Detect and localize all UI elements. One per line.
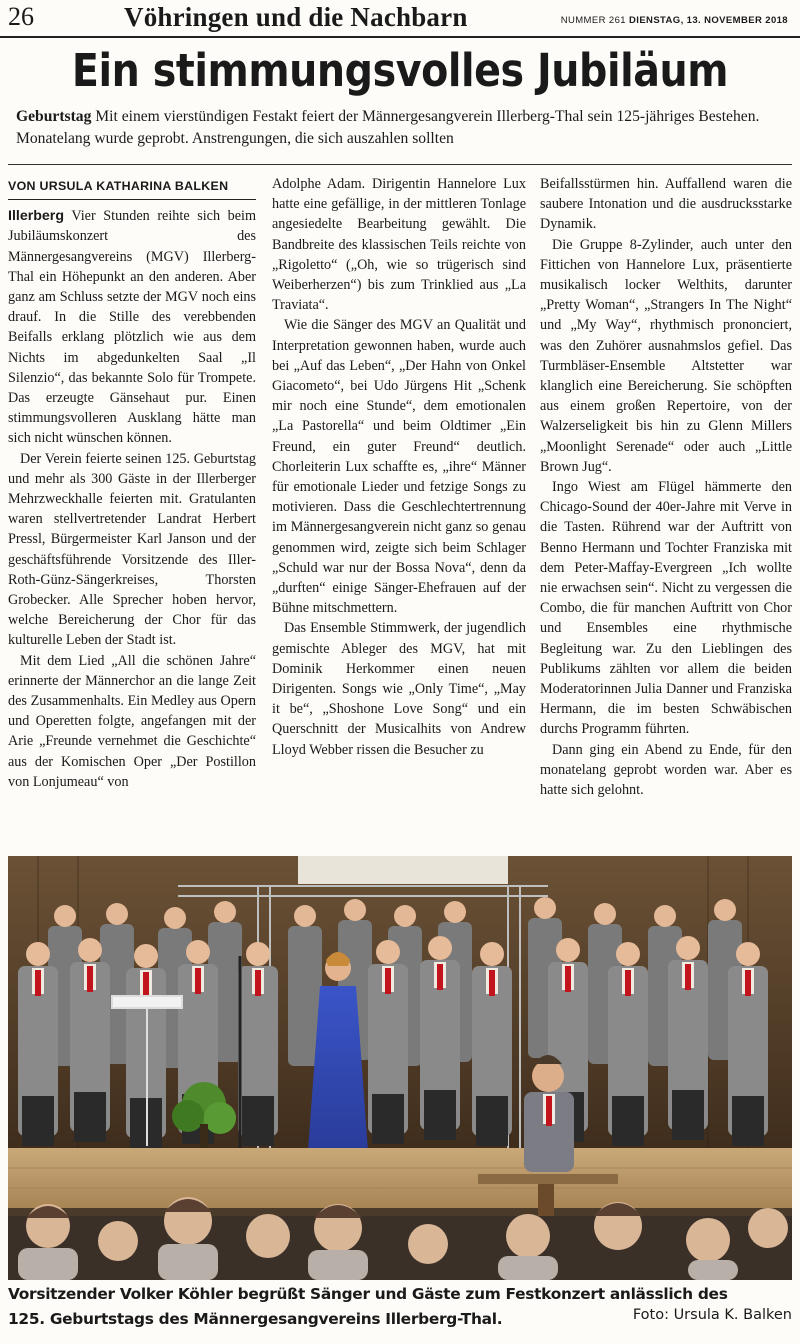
lead-kicker: Geburtstag: [16, 108, 92, 125]
article-column-3: [540, 174, 792, 800]
article-paragraph-8: Dann ging ein Abend zu Ende, für den monatelang geprobt worden war. Aber es hatte sich gelohnt.: [540, 741, 792, 799]
lead-text: Mit einem vierstündigen Festakt feiert der Männergesangverein Illerberg-Thal sein 125-jähriges Bestehen. Monatelang wurde geprobt. Anstrengungen, die sich auszahlen sollten: [16, 108, 760, 147]
article-paragraph-3-part1: Mit dem Lied „All die schönen Jahre“ erinnerte der Männerchor an die lange Zeit des Zusammenhalts. Ein Medley aus Opern und Operetten folgte, angefangen mit der Arie „Freunde vernehmet die Geschichte“ aus der Komischen Oper „Der Postillon von Lonjumeau“ von: [8, 652, 256, 790]
article-column-2: [272, 174, 526, 760]
article-paragraph-5-part2: Beifallsstürmen hin. Auffallend waren die saubere Intonation und die ausdrucksstarke Dynamik.: [540, 176, 792, 233]
issue-line: [561, 15, 788, 26]
paragraph-text: Vier Stunden reihte sich beim Jubiläumskonzert des Männergesangvereins (MGV) Illerberg-Thal ein Höhepunkt an den anderen. Aber ganz am Schluss setzte der MGV noch eins drauf. In die Stille des verebbenden Beifalls erklang plötzlich wie aus dem Nichts im abgedunkelten Saal „Il Silenzio“, das bekannte Solo für Trompete. Das erzeugte Gänsehaut pur. Einen stimmungsvolleren Ausklang hätte man sich nicht wünschen können.: [8, 208, 256, 447]
article-column-1: [8, 172, 256, 792]
headline: Ein stimmungsvolles Jubiläum: [71, 44, 729, 97]
page-number: 26: [8, 2, 34, 31]
article-paragraph-7: Ingo Wiest am Flügel hämmerte den Chicago-Sound der 40er-Jahre mit Verve in die Tasten. Rührend war der Auftritt von Benno Hermann und Tochter Franziska mit dem Peter-Maffay-Evergreen „Ich wollte nie erwachsen sein“. Nicht zu vergessen die Combo, die für manchen Auftritt von Chor und Ensembles eine rhythmische Begleitung war. Zu den Lieblingen des Publikums zählten vor allem die beiden Moderatorinnen Julia Danner und Franziska Hermann, die im besten Schwäbischen durchs Programm führten.: [540, 479, 792, 738]
caption-line-2: 125. Geburtstags des Männergesangvereins Illerberg-Thal.: [8, 1310, 503, 1328]
lead-divider: [8, 164, 792, 165]
photo-credit: Foto: Ursula K. Balken: [632, 1307, 792, 1323]
concert-photo: [8, 856, 792, 1280]
dateline: Illerberg: [8, 208, 64, 225]
article-paragraph-4: Wie die Sänger des MGV an Qualität und Interpretation gewonnen haben, wurde auch bei „Auf das Leben“, „Der Hahn von Onkel Giacometo“, bei Udo Jürgens Hit „Schenk mir noch eine Stunde“, dem emotionalen „La Pastorella“ und beim Oldtimer „Ein Freund, ein guter Freund“ deutlich. Chorleiterin Lux schaffte es, „ihre“ Männer für emotionale Lieder und fetzige Songs zu motivieren. Dass die Geschlechtertrennung im Männergesangverein nicht ganz so genau genommen wird, zeigte sich beim Schlager „Schuld war nur der Bossa Nova“, denn da „durften“ einige Sänger-Ehefrauen auf der Bühne mitschmettern.: [272, 317, 526, 617]
concert-photo-illustration: [8, 856, 792, 1280]
issue-date: DIENSTAG, 13. NOVEMBER 2018: [629, 15, 788, 26]
page-header: [0, 0, 800, 38]
article-paragraph-6: Die Gruppe 8-Zylinder, auch unter den Fittichen von Hannelore Lux, präsentierte musikalisch locker Welthits, darunter „Pretty Woman“, „Strangers In The Night“ und „My Way“, rhythmisch prononciert, was den Zuhörer ausnahmslos gefiel. Das Turmbläser-Ensemble Altstetter war klanglich eine Bereicherung. Sie schöpften aus einem großen Repertoire, von der Walzerseligkeit bis hin zu Glenn Millers „Moonlight Serenade“ oder auch „Little Brown Jug“.: [540, 236, 792, 475]
article-paragraph-5-part1: Das Ensemble Stimmwerk, der jugendlich gemischte Ableger des MGV, hat mit Dominik Herkommer einen neuen Dirigenten. Songs wie „Only Time“, „May it be“, „Shoshone Love Song“ und ein Querschnitt der Musicalhits von Andrew Lloyd Webber rissen die Besucher zu: [272, 620, 526, 758]
lead-paragraph: [16, 106, 788, 150]
byline: VON URSULA KATHARINA BALKEN: [8, 172, 256, 200]
issue-number: NUMMER 261: [560, 15, 626, 26]
caption-line-1: Vorsitzender Volker Köhler begrüßt Sänger und Gäste zum Festkonzert anlässlich des: [8, 1285, 728, 1303]
article-paragraph-1: [8, 206, 256, 448]
section-title: Vöhringen und die Nachbarn: [124, 2, 468, 32]
article-paragraph-2: Der Verein feierte seinen 125. Geburtstag und mehr als 300 Gäste in der Illerberger Mehrzweckhalle feierten mit. Gratulanten waren stellvertretender Landrat Herbert Pressl, Bürgermeister Karl Janson und der geschäftsführende Vorsitzende des Iller-Roth-Günz-Sängerkreises, Thorsten Grobecker. Alle Sprecher hoben hervor, welche Bereicherung der Chor für das kulturelle Leben der Stadt ist.: [8, 450, 256, 649]
article-paragraph-3-part2: Adolphe Adam. Dirigentin Hannelore Lux hatte eine gefällige, in der mittleren Tonlage angesiedelte Bearbeitung gewählt. Die Bandbreite des klassischen Teils reichte von „Rigoletto“ („Oh, wie so trügerisch sind Weiberherzen“) bis zum Trinklied aus „La Traviata“.: [272, 176, 526, 314]
